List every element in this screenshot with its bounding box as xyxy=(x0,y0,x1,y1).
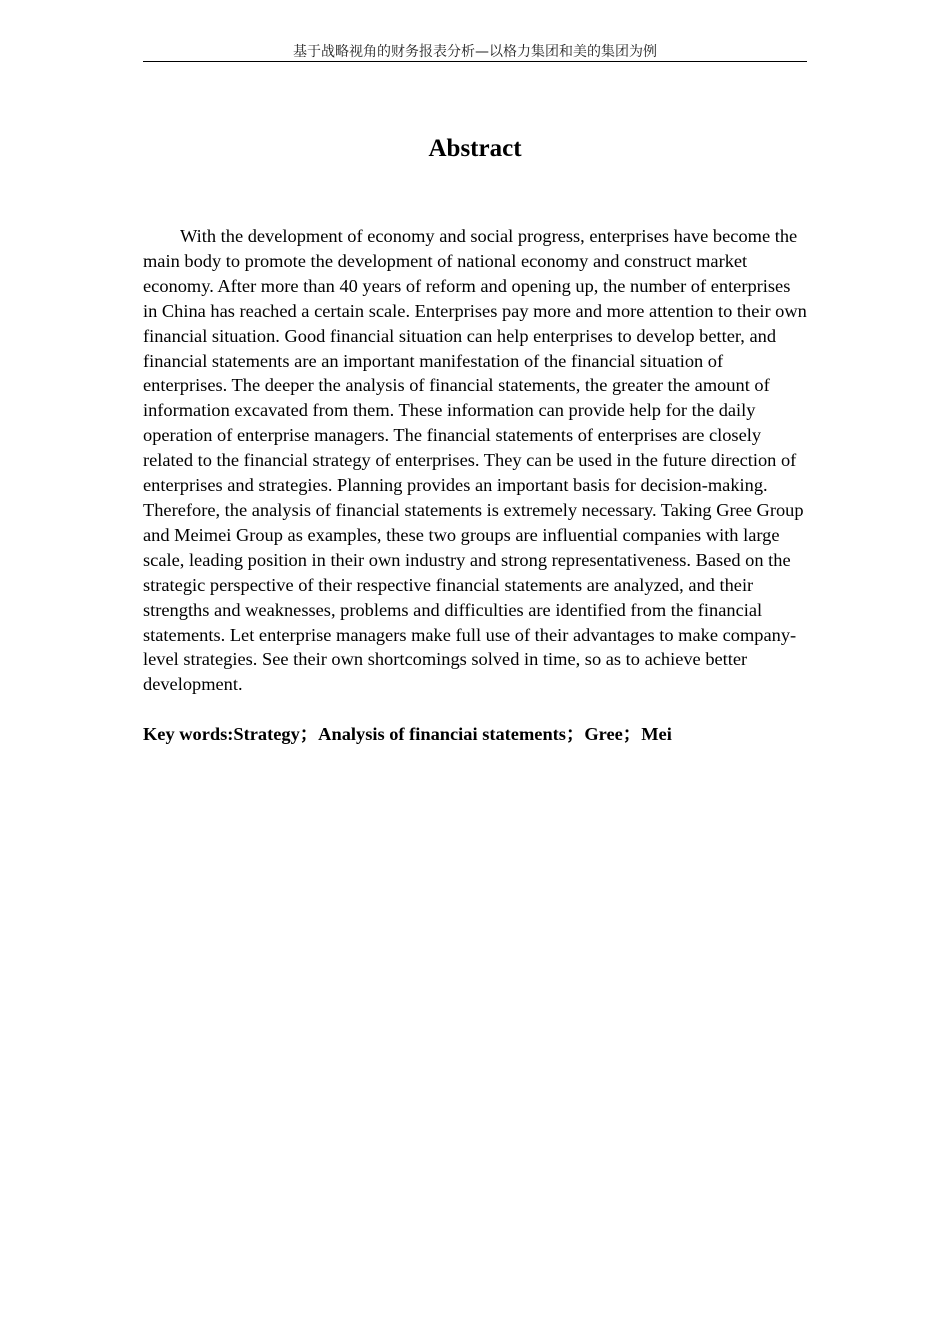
abstract-title: Abstract xyxy=(428,135,522,162)
header-divider xyxy=(143,61,807,62)
abstract-body: With the development of economy and social progress, enterprises have become the main body to promote the development of national economy and construct market economy. After more than 40 years of reform and opening up, the number of enterprises in China has reached a certain scale. Enterprises pay more and more attention to their own financial situation. Good financial situation can help enterprises to develop better, and financial statements are an important manifestation of the financial situation of enterprises. The deeper the analysis of financial statements, the greater the amount of information excavated from them. These information can provide help for the daily operation of enterprise managers. The financial statements of enterprises are closely related to the financial strategy of enterprises. They can be used in the future direction of enterprises and strategies. Planning provides an important basis for decision-making. Therefore, the analysis of financial statements is extremely necessary. Taking Gree Group and Meimei Group as examples, these two groups are influential companies with large scale, leading position in their own industry and strong representativeness. Based on the strategic perspective of their respective financial statements are analyzed, and their strengths and weaknesses, problems and difficulties are identified from the financial statements. Let enterprise managers make full use of their advantages to make company-level strategies. See their own shortcomings solved in time, so as to achieve better development. xyxy=(143,226,807,695)
keywords-line: Key words:Strategy；Analysis of financiai statements；Gree；Mei xyxy=(143,724,672,744)
running-header: 基于战略视角的财务报表分析—以格力集团和美的集团为例 xyxy=(293,44,657,60)
